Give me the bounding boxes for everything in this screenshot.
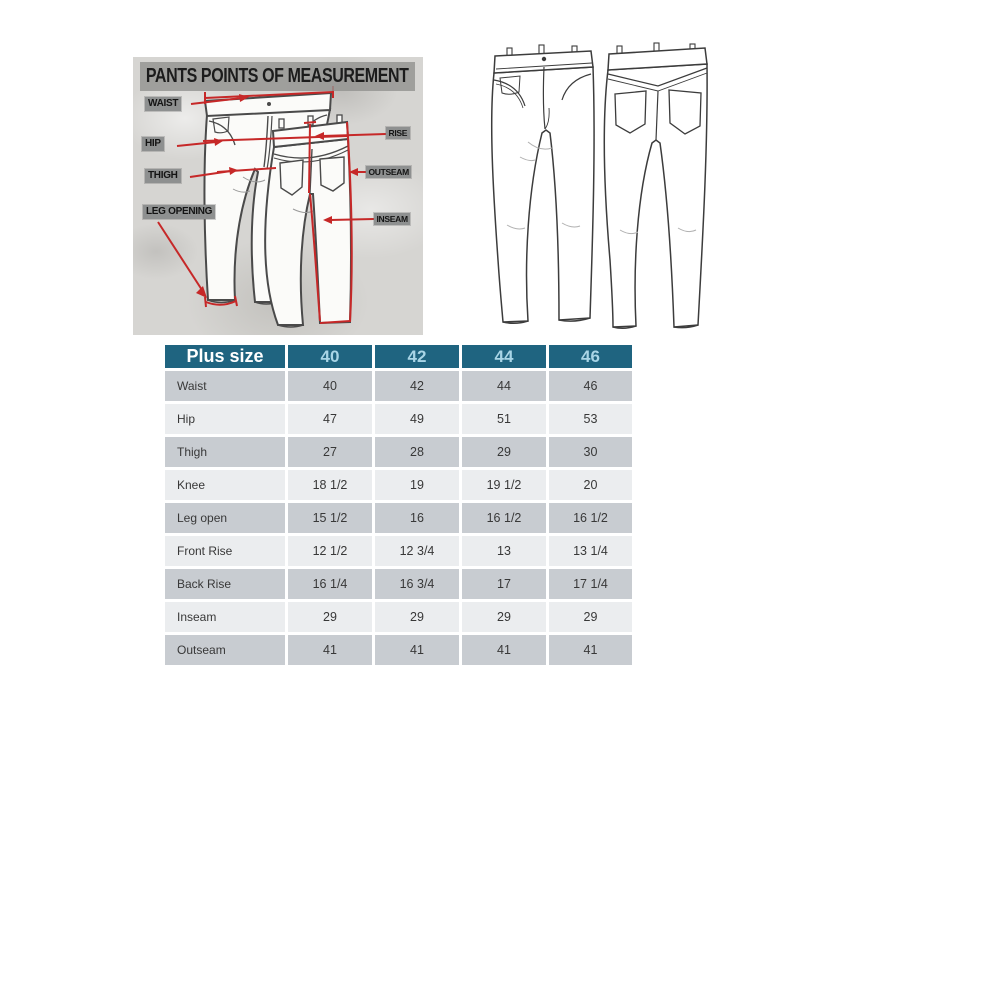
measurement-value: 19 xyxy=(375,470,459,500)
label-hip: HIP xyxy=(142,137,164,151)
label-inseam: INSEAM xyxy=(374,213,410,225)
measurement-value: 18 1/2 xyxy=(288,470,372,500)
measurement-value: 16 xyxy=(375,503,459,533)
measurement-value: 29 xyxy=(462,602,546,632)
table-row xyxy=(165,404,635,434)
label-rise: RISE xyxy=(386,127,410,139)
measurement-value: 46 xyxy=(549,371,632,401)
measurement-value: 16 1/2 xyxy=(462,503,546,533)
size-column-header-40: 40 xyxy=(288,345,372,368)
diagram-title-banner xyxy=(140,62,415,91)
size-column-header-42: 42 xyxy=(375,345,459,368)
size-table-header xyxy=(165,345,635,368)
table-row xyxy=(165,602,635,632)
pants-back-outline xyxy=(265,115,351,327)
measurement-value: 41 xyxy=(288,635,372,665)
measurement-value: 16 1/4 xyxy=(288,569,372,599)
measurement-value: 41 xyxy=(375,635,459,665)
measurement-value: 16 3/4 xyxy=(375,569,459,599)
measurement-label: Thigh xyxy=(165,437,285,467)
measurement-value: 13 xyxy=(462,536,546,566)
measurement-label: Hip xyxy=(165,404,285,434)
measurement-value: 44 xyxy=(462,371,546,401)
table-corner-header: Plus size xyxy=(165,345,285,368)
measurement-value: 12 1/2 xyxy=(288,536,372,566)
measurement-label: Knee xyxy=(165,470,285,500)
label-outseam: OUTSEAM xyxy=(366,166,411,178)
measurement-value: 16 1/2 xyxy=(549,503,632,533)
table-row xyxy=(165,536,635,566)
table-row xyxy=(165,503,635,533)
diagram-title: PANTS POINTS OF MEASUREMENT xyxy=(146,65,409,87)
measurement-value: 28 xyxy=(375,437,459,467)
measurement-value: 27 xyxy=(288,437,372,467)
table-row xyxy=(165,437,635,467)
measurement-value: 40 xyxy=(288,371,372,401)
measurement-label: Back Rise xyxy=(165,569,285,599)
table-row xyxy=(165,635,635,665)
size-table-body xyxy=(165,371,635,665)
jeans-front-view xyxy=(492,45,594,323)
measurement-value: 15 1/2 xyxy=(288,503,372,533)
measurement-value: 53 xyxy=(549,404,632,434)
measurement-value: 41 xyxy=(462,635,546,665)
measurement-value: 42 xyxy=(375,371,459,401)
size-column-header-44: 44 xyxy=(462,345,546,368)
table-row xyxy=(165,371,635,401)
jeans-technical-sketch xyxy=(462,30,738,334)
table-row xyxy=(165,470,635,500)
measurement-value: 29 xyxy=(375,602,459,632)
measurement-diagram xyxy=(133,57,423,335)
measurement-value: 12 3/4 xyxy=(375,536,459,566)
measurement-value: 29 xyxy=(288,602,372,632)
measurement-label: Waist xyxy=(165,371,285,401)
measurement-label: Inseam xyxy=(165,602,285,632)
jeans-flat-drawing xyxy=(462,30,738,334)
measurement-value: 49 xyxy=(375,404,459,434)
measurement-value: 29 xyxy=(549,602,632,632)
label-thigh: THIGH xyxy=(145,169,181,183)
measurement-label: Front Rise xyxy=(165,536,285,566)
jeans-back-view xyxy=(604,43,707,328)
measurement-label: Outseam xyxy=(165,635,285,665)
measurement-value: 30 xyxy=(549,437,632,467)
label-leg-opening: LEG OPENING xyxy=(143,205,215,219)
measurement-value: 29 xyxy=(462,437,546,467)
measurement-value: 17 1/4 xyxy=(549,569,632,599)
measurement-value: 41 xyxy=(549,635,632,665)
label-waist: WAIST xyxy=(145,97,181,111)
measurement-value: 20 xyxy=(549,470,632,500)
measurement-value: 13 1/4 xyxy=(549,536,632,566)
table-row xyxy=(165,569,635,599)
measurement-label: Leg open xyxy=(165,503,285,533)
size-column-header-46: 46 xyxy=(549,345,632,368)
size-chart-table xyxy=(165,345,635,665)
measurement-value: 51 xyxy=(462,404,546,434)
measurement-value: 47 xyxy=(288,404,372,434)
measurement-value: 17 xyxy=(462,569,546,599)
measurement-value: 19 1/2 xyxy=(462,470,546,500)
